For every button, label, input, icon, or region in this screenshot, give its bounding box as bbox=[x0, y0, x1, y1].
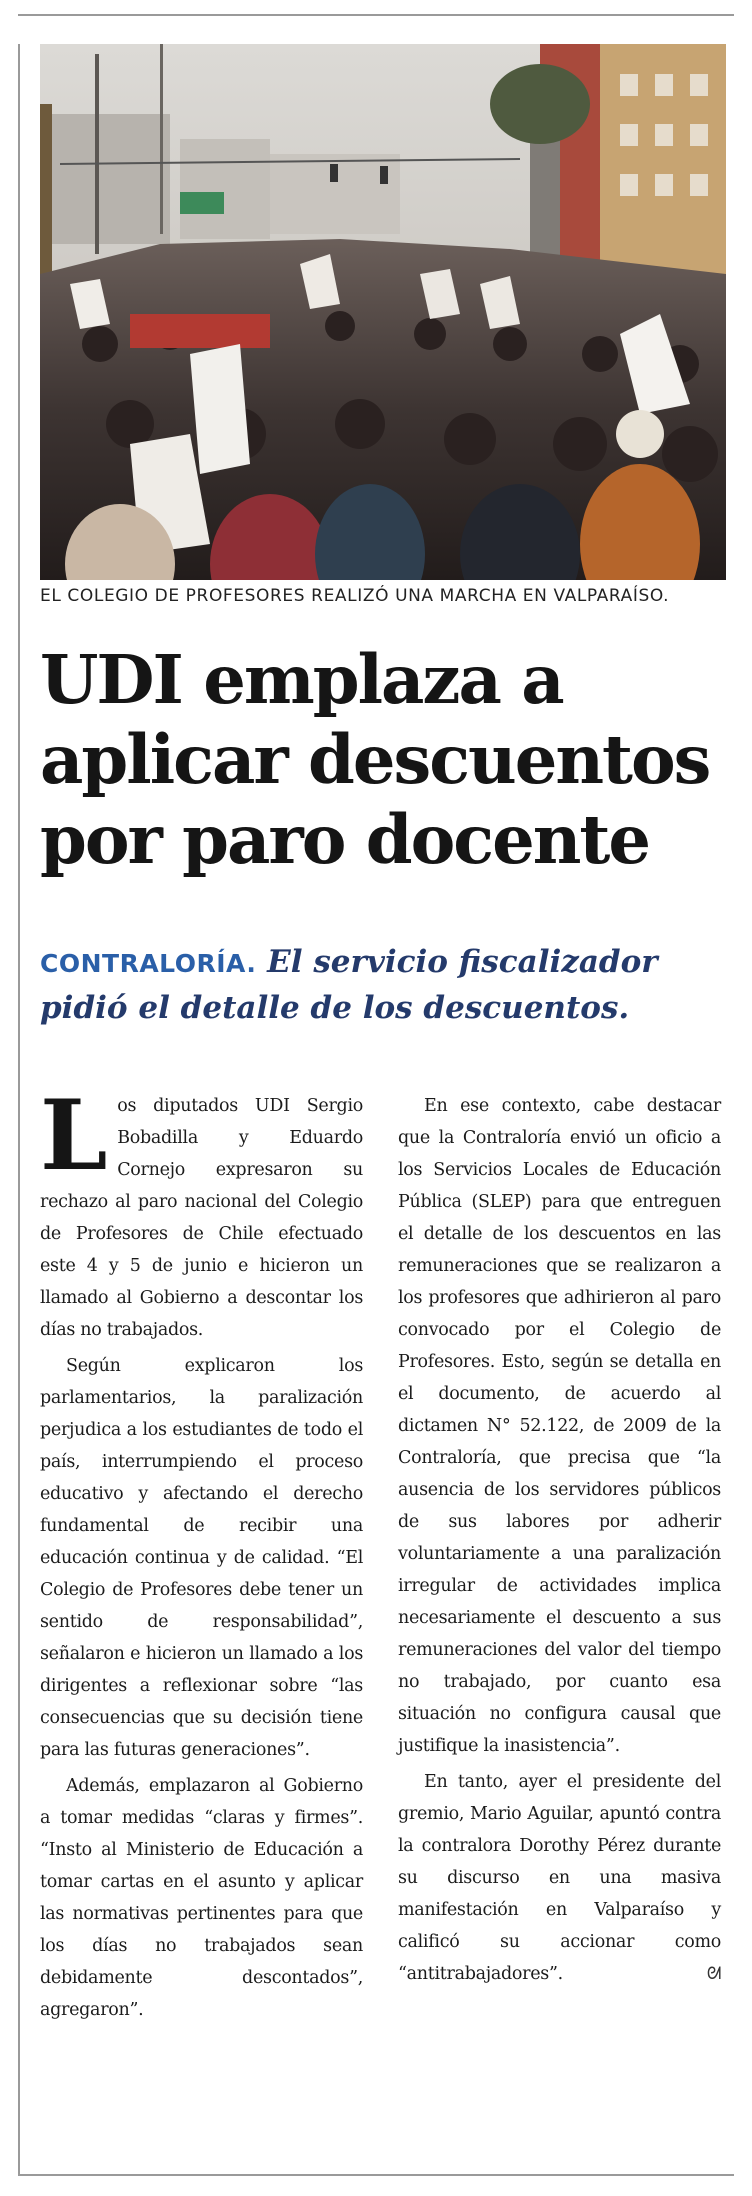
article-paragraph: Según explicaron los parlamentarios, la paralización perjudica a los estudiantes de todo el país, interrumpiendo el proceso educativo y afectando el derecho fundamental de recibir una educación continua y de calidad. “El Colegio de Profesores debe tener un sentido de responsabilidad”, señalaron e hicieron un llamado a los dirigentes a reflexionar sobre “las consecuencias que su decisión tiene para las futuras generaciones”. bbox=[40, 1356, 363, 1760]
top-rule bbox=[18, 14, 734, 16]
left-rule bbox=[18, 44, 20, 2174]
kicker: CONTRALORÍA. bbox=[40, 949, 257, 978]
deck-text: El servicio fiscalizador pidió el detalle de los descuentos. bbox=[40, 944, 658, 1026]
bottom-rule bbox=[18, 2174, 734, 2176]
article-paragraph: Los diputados UDI Sergio Bobadilla y Eduardo Cornejo expresaron su rechazo al paro nacional del Colegio de Profesores de Chile efectuado este 4 y 5 de junio e hicieron un llamado al Gobierno a descontar los días no trabajados. bbox=[40, 1079, 363, 1340]
drop-cap: L bbox=[40, 1079, 108, 1192]
article-paragraph: En tanto, ayer el presidente del gremio, Mario Aguilar, apuntó contra la contralora Dorothy Pérez durante su discurso en una masiva manifestación en Valparaíso y calificó su accionar como “antitrabajadores”. ᘛ bbox=[398, 1766, 721, 1990]
headline-line: UDI emplaza a bbox=[40, 640, 563, 719]
article-column-left bbox=[40, 1079, 363, 2030]
march-photo bbox=[40, 44, 726, 580]
headline-line: por paro docente bbox=[40, 800, 649, 879]
end-mark-icon: ᘛ bbox=[706, 1964, 721, 1984]
article-paragraph: Además, emplazaron al Gobierno a tomar medidas “claras y firmes”. “Insto al Ministerio de Educación a tomar cartas en el asunto y aplicar las normativas pertinentes para que los días no trabajados sean debidamente descontados”, agregaron”. bbox=[40, 1776, 363, 2020]
deck bbox=[40, 940, 730, 1030]
photo-caption: EL COLEGIO DE PROFESORES REALIZÓ UNA MARCHA EN VALPARAÍSO. bbox=[40, 586, 670, 606]
article-paragraph: En ese contexto, cabe destacar que la Contraloría envió un oficio a los Servicios Locales de Educación Pública (SLEP) para que entreguen el detalle de los descuentos en las remuneraciones que se realizaron a los profesores que adhirieron al paro convocado por el Colegio de Profesores. Esto, según se detalla en el documento, de acuerdo al dictamen N° 52.122, de 2009 de la Contraloría, que precisa que “la ausencia de los servidores públicos de sus labores por adherir voluntariamente a una paralización irregular de actividades implica necesariamente el descuento a sus remuneraciones del valor del tiempo no trabajado, por cuanto esa situación no configura causal que justifique la inasistencia”. bbox=[398, 1096, 721, 1756]
headline bbox=[40, 640, 730, 880]
article-column-right bbox=[398, 1090, 721, 1994]
headline-line: aplicar descuentos bbox=[40, 720, 710, 799]
